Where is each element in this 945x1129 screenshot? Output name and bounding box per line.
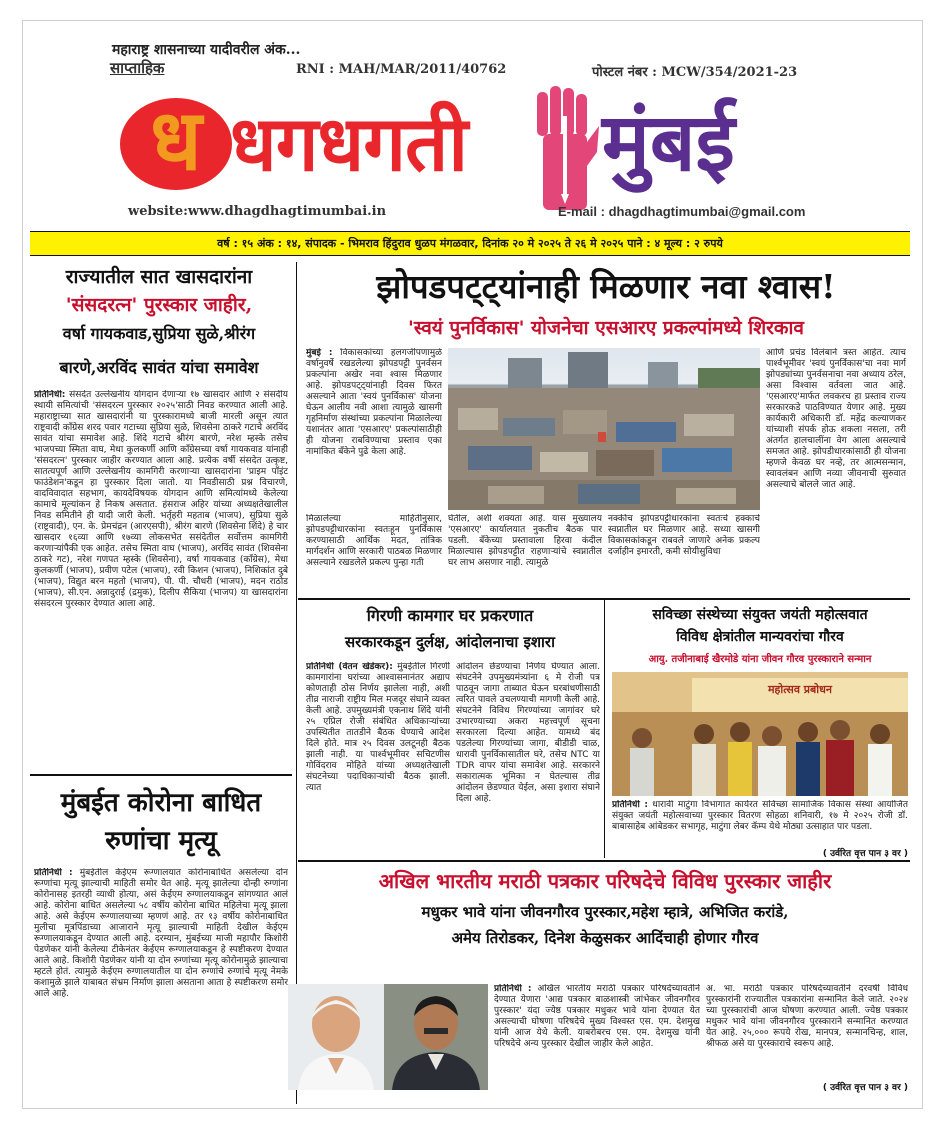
- savitri-byline: प्रतिनिधी :: [612, 800, 648, 810]
- patrakar-sub-2: अमेय तिरोडकर, दिनेश केळुसकर आदिंचाही होणार गौरव: [451, 929, 759, 947]
- savitri-headline-1: सविच्छा संस्थेच्या संयुक्त जयंती महोत्सवात: [652, 607, 868, 623]
- masthead-postal: पोस्टल नंबर : MCW/354/2021-23: [592, 65, 798, 80]
- zopadpatti-byline: मुंबई :: [306, 348, 333, 358]
- sansadratna-headline-2: 'संसदरत्न' पुरस्कार जाहीर,: [65, 294, 253, 316]
- girni-col1-text: मुंबईतील गिरणी कामगारांना घरांच्या आश्वासनानंतर अद्याप कोणताही ठोस निर्णय झालेला नाही, अशी तीव्र नाराजी राष्ट्रीय मिल मजदूर संघाने व्यक्त केली आहे. उपमुख्यमंत्री एकनाथ शिंदे यांनी २५ एप्रिल रोजी संबंधित अधिकाऱ्यांच्या उपस्थितीत तातडीने बैठक घेण्याचे आदेश दिले होते. मात्र २५ दिवस उलटूनही बैठक झाली नाही. या पार्श्वभूमीवर सचिटणीस गोविंदराव मोहिते यांच्या अध्यक्षतेखाली संघटनेच्या पदाधिकाऱ्यांची बैठक झाली. त्यात: [306, 662, 450, 793]
- column-rule: [296, 262, 297, 1104]
- portrait-mahesh-mhatre: [384, 984, 488, 1090]
- sansadratna-headline-3: वर्षा गायकवाड,सुप्रिया सुळे,श्रीरंग: [62, 324, 256, 343]
- award-ceremony-photo: [612, 672, 908, 796]
- award-banner-text: महोत्सव प्रबोधन: [767, 683, 833, 696]
- sansadratna-article: [34, 390, 288, 750]
- zopadpatti-col3b: नक्कीच झोपडपट्टीधारकांना स्वतःचे हक्काचे स्वप्नातील घर मिळणार आहे. सध्या खासगी विकासकांकडून राबवले जाणारे अनेक प्रकल्प दर्जाहीन इमारती, कमी सोयीसुविधा: [608, 514, 760, 557]
- patrakar-headline: अखिल भारतीय मराठी पत्रकार परिषदेचे विविध पुरस्कार जाहीर: [378, 869, 832, 893]
- savitri-article: [612, 800, 908, 844]
- divider-left: [30, 774, 292, 776]
- girni-headline-1: गिरणी कामगार घर प्रकरणात: [366, 606, 534, 625]
- patrakar-col1-text: अखिल भारतीय मराठी पत्रकार परिषदेच्यावतीने देण्यात येणारा 'आद्य पत्रकार बाळशास्त्री जांभेकर जीवनगौरव पुरस्कार' यंदा ज्येष्ठ पत्रकार मधुकर भावे यांना देण्यात येत असल्याची घोषणा परिषदेचे मुख्य विश्वस्त एस. एम. देशमुख यांनी आज येथे केली. याबरोबरच एस. एम. देशमुख यांनी परिषदेचे अन्य पुरस्कार देखील जाहीर केले आहेत.: [494, 984, 700, 1049]
- zopadpatti-col2b: घेतील, अशी शक्यता आहे. यास मुख्यालय 'एसआरए' कार्यालयात नुकतीच बैठक पार पडली. बँकेच्या प्रस्तावाला हिरवा कंदील मिळाल्यास झोपडपट्टीत राहणाऱ्यांचे स्वप्नातील घर लाभ असणार नाही. त्यामुळे: [448, 514, 602, 568]
- masthead-email[interactable]: E-mail : dhagdhagtimumbai@gmail.com: [558, 204, 806, 219]
- zopadpatti-col1b: मिळालेल्या माहितीनुसार, झोपडपट्टीधारकांना स्वतःहून पुनर्विकास करण्यासाठी आर्थिक मदत, तांत्रिक मार्गदर्शन आणि सरकारी पाठबळ मिळणार असल्याने रखडलेले प्रकल्प पुन्हा गती: [306, 514, 442, 568]
- logo-mumbai: मुंबई: [602, 95, 735, 189]
- fist-pen-icon: [533, 86, 601, 210]
- savitri-continued[interactable]: ( उर्वरित वृत्त पान ३ वर ): [822, 849, 908, 859]
- portrait-madhukar-bhave: [288, 984, 384, 1090]
- issue-line: वर्ष : १५ अंक : १४, संपादक - भिमराव हिंदुराव धुळप मंगळवार, दिनांक २० मे २०२५ ते २६ मे २०२५ पाने : ४ मूल्य : २ रुपये: [217, 237, 723, 250]
- savitri-subheadline: आयु. तजीनाबाई खैरमोडे यांना जीवन गौरव पुरस्काराने सन्मान: [648, 654, 872, 665]
- patrakar-sub-1: मधुकर भावे यांना जीवनगौरव पुरस्कार,महेश म्हात्रे, अभिजित करांडे,: [421, 903, 789, 921]
- girni-col2: आंदोलन छेडण्याचा निर्णय घेण्यात आला. संघटनेने उपमुख्यमंत्र्यांना ६ मे रोजी पत्र पाठवून जागा ताब्यात घेऊन घरबांधणीसाठी त्वरित पावले उचलण्याची मागणी केली आहे. संघटनेने विविध गिरण्यांच्या जागांवर घरे उभारण्याच्या अकरा महत्त्वपूर्ण सूचना सरकारला दिल्या आहेत. यामध्ये बंद पडलेल्या गिरण्यांच्या जागा, बीडीडी चाळ, धारावी पुनर्विकासातील घरे, तसेच NTC या TDR वापर यांचा समावेश आहे. सरकारने सकारात्मक भूमिका न घेतल्यास तीव्र आंदोलन छेडण्यात येईल, असा इशारा संघाने दिला आहे.: [456, 662, 600, 804]
- sansadratna-headline-1: राज्यातील सात खासदारांना: [65, 266, 253, 288]
- divider-bottom-story: [298, 860, 910, 862]
- slum-cityscape-photo: [448, 348, 760, 510]
- patrakar-continued[interactable]: ( उर्वरित वृत्त पान ३ वर ): [822, 1083, 908, 1093]
- zopadpatti-col4: आणि प्रचंड विलंबाने त्रस्त आहेत. त्याच पार्श्वभूमीवर 'स्वयं पुनर्विकास'चा नवा मार्ग झोपड्यांच्या पुनर्वसनाचा नवा अध्याय ठरेल, असा विश्वास वर्तवला जात आहे. 'एसआरए'मार्फत लवकरच हा प्रस्ताव राज्य सरकारकडे पाठविण्यात येणार आहे. मुख्य कार्यकारी अधिकारी डॉ. महेंद्र कल्याणकर यांच्याशी संपर्क होऊ शकला नसला, तरी अंतर्गत हालचालींना वेग आला असल्याचे समजत आहे. झोपडीधारकांसाठी ही योजना म्हणजे केवळ घर नव्हे, तर आत्मसन्मान, स्वावलंबन आणि नव्या जीवनाची सुरुवात असल्याचे बोलले जात आहे.: [766, 348, 906, 490]
- girni-headline-2: सरकारकडून दुर्लक्ष, आंदोलनाचा इशारा: [345, 633, 555, 651]
- patrakar-byline: प्रतिनिधी :: [494, 984, 532, 994]
- corona-byline: प्रतिनिधी :: [34, 868, 73, 878]
- masthead-frequency: साप्ताहिक: [110, 59, 165, 77]
- zopadpatti-col1: [306, 348, 442, 510]
- divider-girni-savitri: [604, 600, 605, 858]
- corona-headline-2: रुणांचा मृत्यू: [105, 826, 217, 856]
- corona-headline-1: मुंबईत कोरोना बाधित: [60, 788, 262, 818]
- masthead-website[interactable]: website:www.dhagdhagtimumbai.in: [128, 204, 387, 219]
- girni-byline: प्रतिनिधी (वेतन खेडेकर):: [306, 662, 393, 672]
- savitri-headline-2: विविध क्षेत्रांतील मान्यवरांचा गौरव: [676, 629, 844, 645]
- sansadratna-body: संसदेत उल्लेखनीय योगदान देणाऱ्या १७ खासदार आणि २ संसदीय स्थायी समित्यांची 'संसदरत्न पुरस्कार २०२५'साठी निवड करण्यात आली आहे. महाराष्ट्राच्या सात खासदारांनी या पुरस्कारामध्ये बाजी मारली असून त्यात राष्ट्रवादी काँग्रेस शरद पवार गटाच्या सुप्रिया सुळे, शिवसेना ठाकरे गटाचे अरविंद सावंत यांचा समावेश आहे. शिंदे गटाचे श्रीरंग बारणे, नरेश म्हस्के तसेच भाजपच्या स्मिता वाघ, मेधा कुलकर्णी आणि काँग्रेसच्या वर्षा गायकवाड यांनाही 'संसदरत्न' पुरस्कार जाहीर करण्यात आला आहे. प्रत्येक वर्षी संसदेत उत्कृष्ट, सातत्यपूर्ण आणि उल्लेखनीय कामगिरी करणाऱ्या खासदारांना 'प्राइम पॉइंट फाउंडेशन'कडून हा पुरस्कार दिला जातो. या निवडीसाठी प्रश्न विचारणे, वादविवादात सहभाग, कायदेविषयक योगदान आणि समित्यांमध्ये केलेल्या कामाचे मूल्यांकन हे निकष असतात. हंसराज अहिर यांच्या अध्यक्षतेखालील निवड समितीने ही यादी जारी केली. भर्तृहरी महताब (भाजप), सुप्रिया सुळे (राष्ट्रवादी), एन. के. प्रेमचंद्रन (आरएसपी), श्रीरंग बारणे (शिवसेना शिंदे) हे चार खासदार १६व्या आणि १७व्या लोकसभेत ससंदेतील सर्वोत्तम कामगिरी करणाऱ्यांपैकी एक आहेत. तसेच स्मिता वाघ (भाजप), अरविंद सावंत (शिवसेना ठाकरे गट), नरेश गणपत म्हस्के (शिवसेना), वर्षा गायकवाड (काँग्रेस), मेधा कुलकर्णी (भाजप), प्रवीण पटेल (भाजप), रवी किशन (भाजप), निशिकांत दुबे (भाजप), विद्युत बरन महतो (भाजप), पी. पी. चौधरी (भाजप), मदन राठोड (भाजप), सी.एन. अन्नादुराई (द्रमुक), दिलीप सैकिया (भाजप) या खासदारांना संसदरत्न पुरस्कार देण्यात आला आहे.: [34, 390, 288, 609]
- masthead-tagline: महाराष्ट्र शासनाच्या यादीवरील अंक...: [112, 42, 301, 58]
- sansadratna-byline: प्रतिनिधी:: [34, 390, 66, 400]
- savitri-body: धारावी माटुंगा विभागात कार्यरत सविच्छा सामाजिक विकास संस्था आयोजित संयुक्त जयंती महोत्सवाच्या पुरस्कार वितरण सोहळा शनिवारी, १७ मे २०२५ रोजी डॉ. बाबासाहेब आंबेडकर सभागृह, माटुंगा लेबर कॅम्प येथे मोठ्या उत्साहात पार पडला.: [612, 800, 908, 832]
- corona-body: मुंबईतील केईएम रूग्णालयात कोरोनाबाधित असलेल्या दोन रूग्णांचा मृत्यू झाल्याची माहिती समोर येत आहे. मृत्यू झालेल्या दोन्ही रुग्णांना कोरोनासह इतरही व्याधी होत्या, असं केईएम रुग्णालयाकडून सांगण्यात आलं आहे. कोरोना बाधित असलेल्या ५८ वर्षीय कोरोना बाधित महिलेचा मृत्यू झाला आहे. असे केईएम रूग्णालयाच्या म्हणणं आहे. तर १३ वर्षीय कोरोनाबाधित मुलीचा मूत्रपिंडाच्या आजाराने मृत्यू झाल्याची माहिती देखील केईएम रूग्णालयाकडून देण्यात आली आहे. दरम्यान, मुंबईच्या माजी महापौर किशोरी पेडणेकर यांनी केलेल्या टीकेनंतर केईएम रूग्णालयाकडून हे स्पष्टीकरण देण्यात आले आहे. किशोरी पेडणेकर यांनी या दोन रुग्णांच्या मृत्यू कोरोनामुळे झाल्याचा म्हटले होतं. त्यामुळे केईएम रुग्णालयातील या दोन रुग्णांचे रुग्णांचे मृत्यू नेमके कशामुळे झाले याबाबत संभ्रम निर्माण झाला असताना आता हे स्पष्टीकरण समोर आले आहे.: [34, 868, 288, 999]
- zopadpatti-headline: झोपडपट्ट्यांनाही मिळणार नवा श्वास!: [376, 267, 836, 306]
- zopadpatti-col1-text: विकासकांच्या हलगर्जीपणामुळे वर्षानुवर्षे रखडलेल्या झोपडपट्टी पुनर्वसन प्रकल्पांना अखेर नवा श्वास मिळणार आहे. झोपडपट्ट्यांनाही दिवस फिरत असल्याने आता 'स्वयं पुनर्विकास' योजना घेऊन आलीय नवी आशा त्यामुळे खासगी गृहनिर्माण संस्थांच्या प्रकल्पांना मिळालेल्या यशानंतर आता 'एसआरए' प्रकल्पांसाठीही ही योजना राबविण्याचा प्रस्ताव एका नामांकित बँकेने पुढे केला आहे.: [306, 348, 442, 457]
- logo-dha: ध: [150, 90, 202, 189]
- sansadratna-headline-4: बारणे,अरविंद सावंत यांचा समावेश: [59, 358, 259, 377]
- logo-dhagdhagti: धगधगती: [230, 99, 468, 188]
- girni-col1: [306, 662, 450, 852]
- corona-article: [34, 868, 288, 1100]
- patrakar-col1: [494, 984, 700, 1092]
- masthead-rni: RNI : MAH/MAR/2011/40762: [296, 62, 507, 77]
- patrakar-col2: अ. भा. मराठी पत्रकार परिषदेच्यावतीने दरवर्षी विविध पुरस्कारांनी राज्यातील पत्रकारांना सन्मानित केले जाते. २०२४ च्या पुरस्कारांची आज घोषणा करण्यात आली. ज्येष्ठ पत्रकार मधुकर भावे यांना जीवनगौरव पुरस्काराने सन्मानित करण्यात येत आहे. २५,००० रूपये रोख, मानपत्र, सन्मानचिन्ह, शाल, श्रीफळ असे या पुरस्काराचे स्वरूप आहे.: [706, 984, 908, 1049]
- zopadpatti-subheadline: 'स्वयं पुनर्विकास' योजनेचा एसआरए प्रकल्पांमध्ये शिरकाव: [408, 317, 804, 339]
